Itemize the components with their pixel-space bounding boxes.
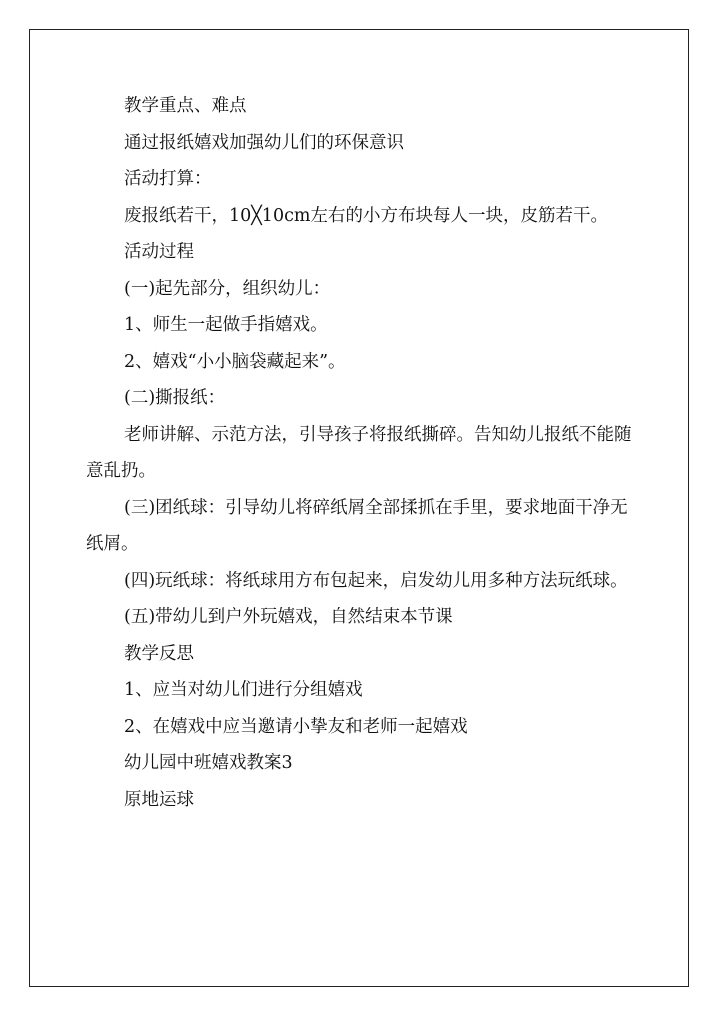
paragraph: 2、嬉戏“小小脑袋藏起来”。: [124, 351, 346, 372]
paragraph: 1、应当对幼儿们进行分组嬉戏: [124, 680, 363, 700]
paragraph: 废报纸若干，10╳10cm左右的小方布块每人一块，皮筋若干。: [124, 205, 608, 226]
paragraph: 幼儿园中班嬉戏教案3: [124, 753, 293, 773]
paragraph: 2、在嬉戏中应当邀请小挚友和老师一起嬉戏: [124, 716, 468, 737]
paragraph: 原地运球: [124, 789, 194, 810]
paragraph: 通过报纸嬉戏加强幼儿们的环保意识: [124, 132, 404, 153]
paragraph: 活动过程: [124, 242, 194, 262]
paragraph: (二)撕报纸：: [124, 388, 226, 408]
paragraph: (三)团纸球：引导幼儿将碎纸屑全部揉抓在手里，要求地面干净无纸屑。: [86, 497, 628, 554]
paragraph: 教学反思: [124, 643, 194, 664]
paragraph: (一)起先部分，组织幼儿：: [124, 278, 331, 299]
document-body: [86, 88, 642, 818]
paragraph: (四)玩纸球：将纸球用方布包起来，启发幼儿用多种方法玩纸球。: [124, 570, 628, 591]
paragraph: 活动打算：: [124, 169, 212, 189]
paragraph: 教学重点、难点: [124, 96, 247, 116]
paragraph: (五)带幼儿到户外玩嬉戏，自然结束本节课: [124, 607, 453, 627]
paragraph: 老师讲解、示范方法，引导孩子将报纸撕碎。告知幼儿报纸不能随意乱扔。: [86, 424, 632, 481]
paragraph: 1、师生一起做手指嬉戏。: [124, 315, 328, 335]
